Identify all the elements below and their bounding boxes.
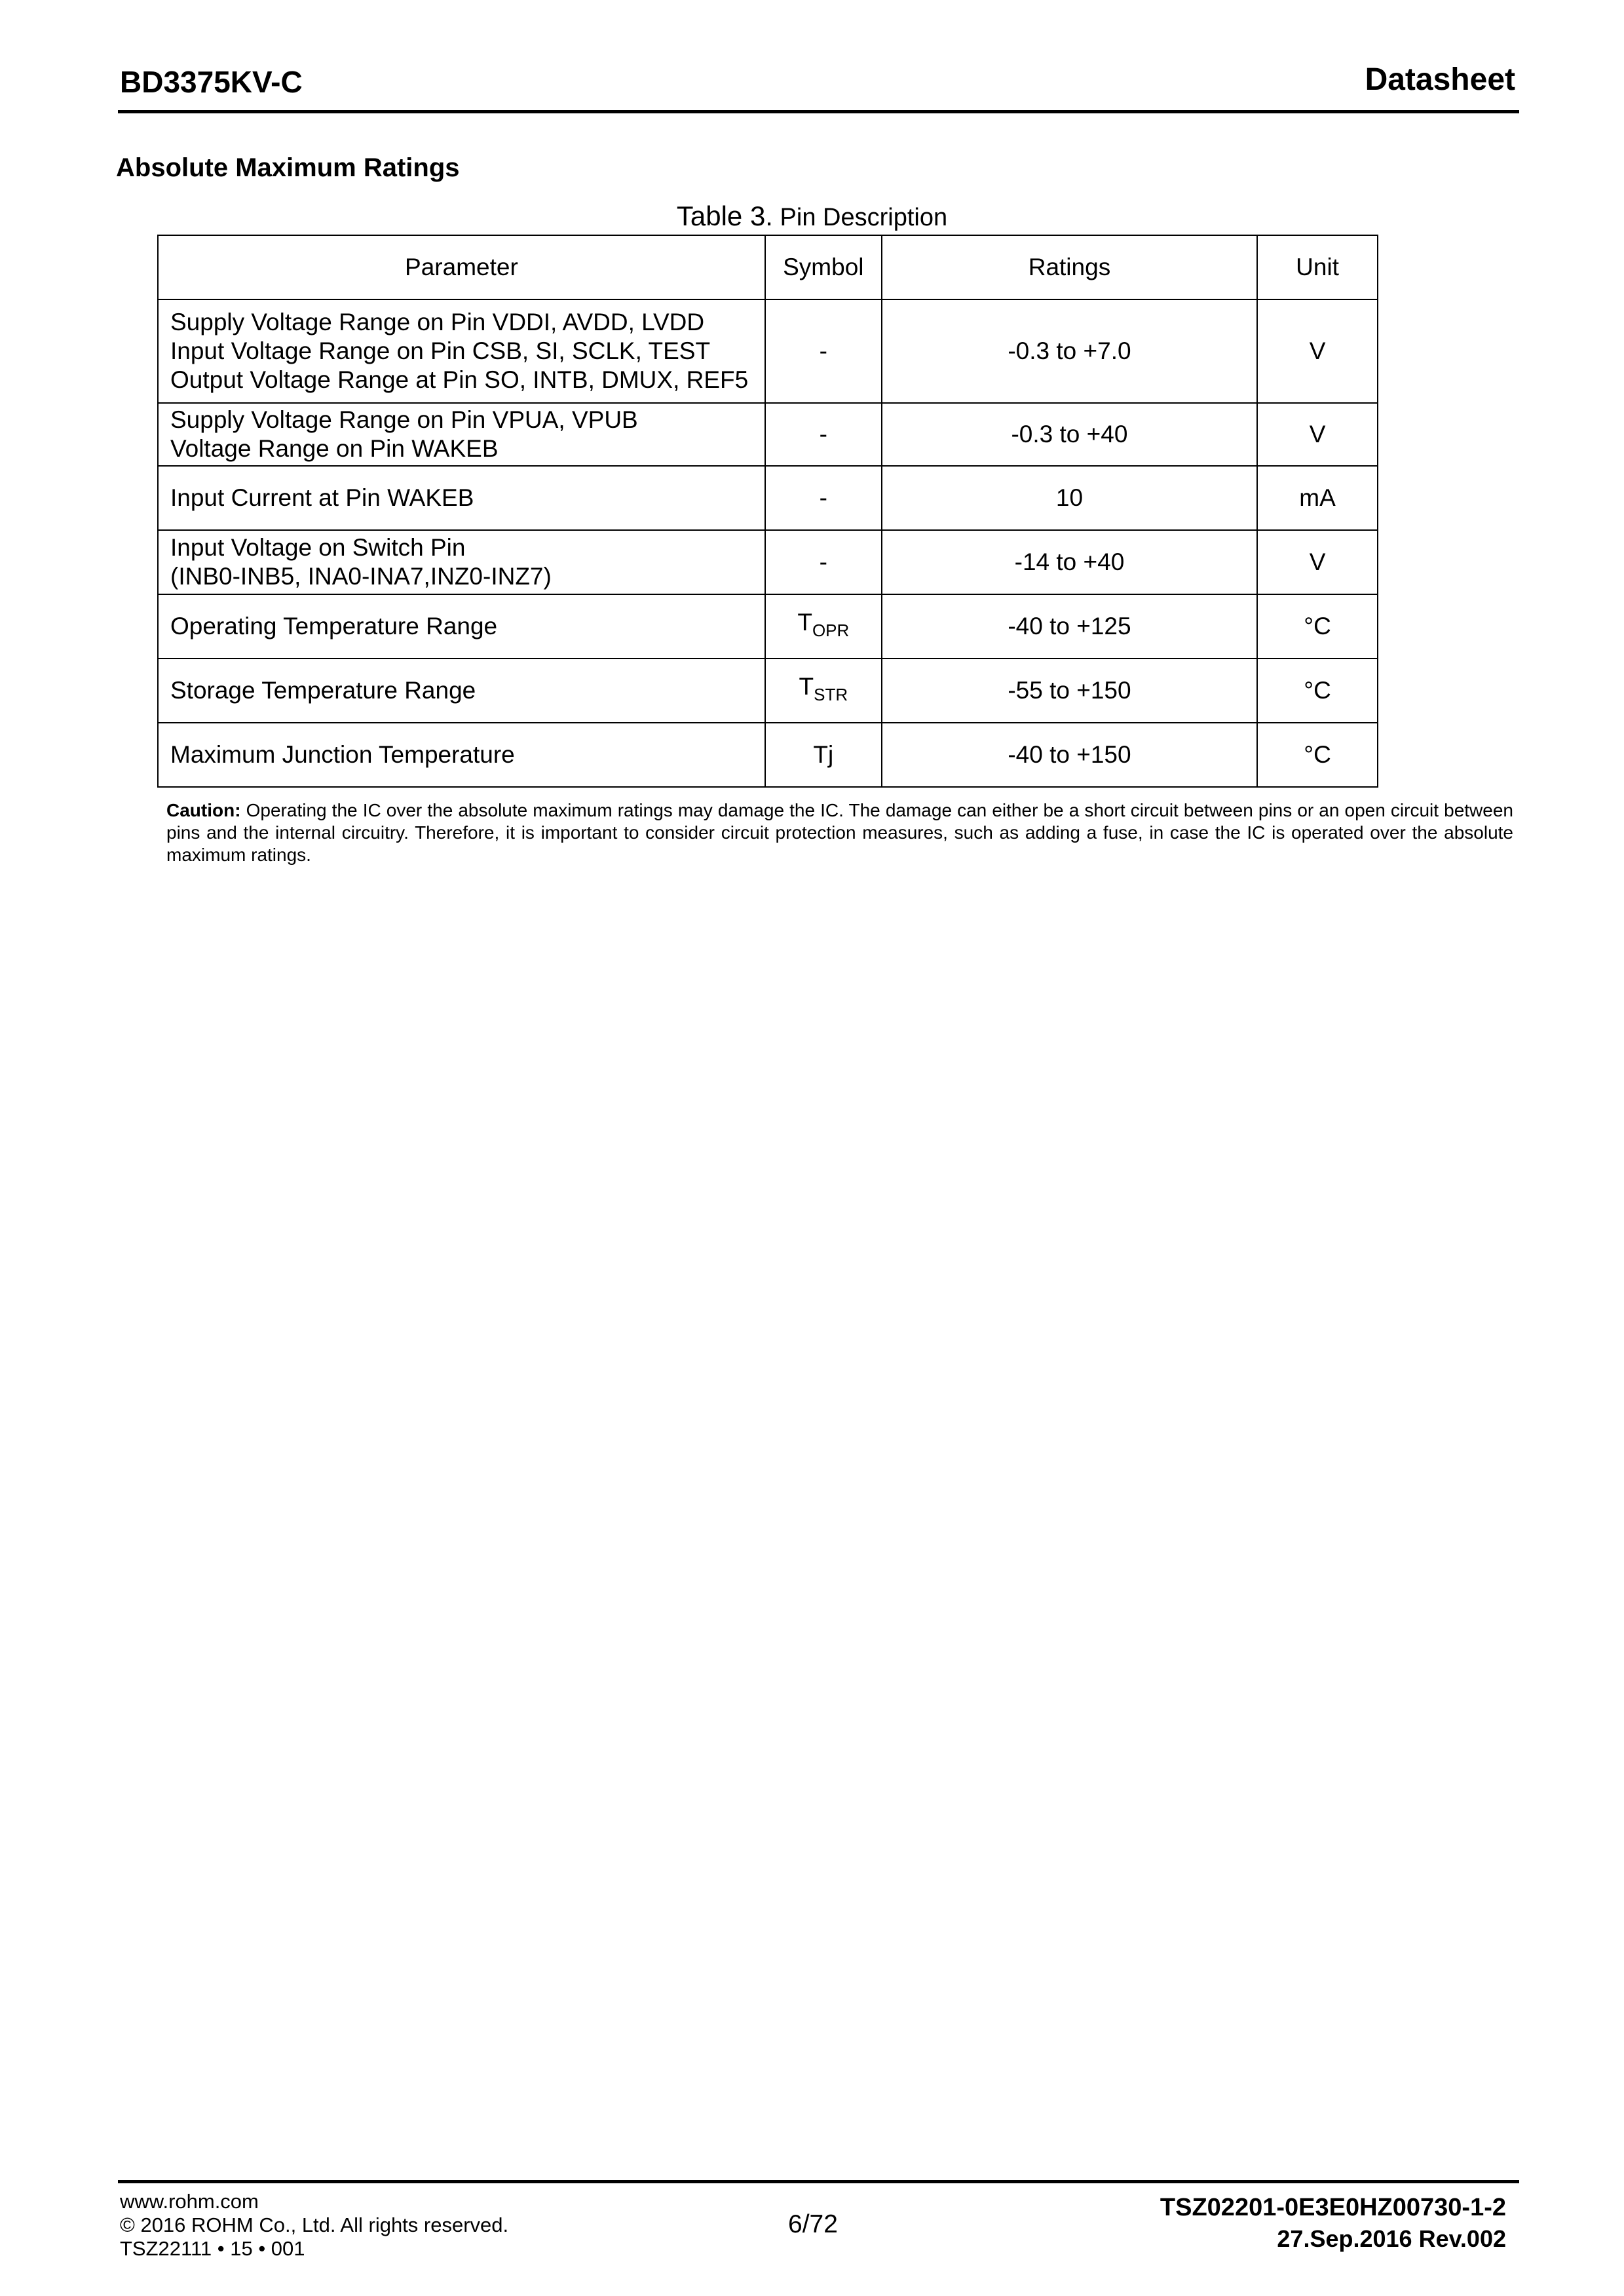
part-number: BD3375KV-C (120, 65, 303, 99)
symbol-main: T (797, 609, 812, 636)
symbol-cell: - (765, 403, 882, 466)
header-symbol: Symbol (765, 235, 882, 299)
parameter-cell (158, 466, 765, 530)
parameter-cell (158, 594, 765, 659)
parameter-cell (158, 723, 765, 787)
table-row (158, 659, 1378, 723)
parameter-line: Input Voltage on Switch Pin (170, 534, 466, 561)
parameter-line: (INB0-INB5, INA0-INA7,INZ0-INZ7) (170, 563, 552, 590)
parameter-line: Operating Temperature Range (170, 613, 498, 640)
footer-website: www.rohm.com (120, 2190, 259, 2213)
ratings-table (157, 235, 1378, 788)
unit-cell: °C (1257, 659, 1378, 723)
doc-type: Datasheet (1365, 62, 1515, 97)
section-title: Absolute Maximum Ratings (116, 153, 460, 182)
rating-cell: -40 to +150 (882, 723, 1257, 787)
parameter-line: Storage Temperature Range (170, 677, 476, 704)
symbol-cell: - (765, 299, 882, 403)
symbol-subscript: OPR (812, 621, 850, 640)
rating-cell: -14 to +40 (882, 530, 1257, 594)
unit-cell: mA (1257, 466, 1378, 530)
header-unit: Unit (1257, 235, 1378, 299)
footer-rule (118, 2180, 1519, 2183)
footer-copyright: © 2016 ROHM Co., Ltd. All rights reserved. (120, 2213, 509, 2236)
table-row (158, 466, 1378, 530)
symbol-cell: - (765, 466, 882, 530)
table-caption (0, 201, 1624, 232)
unit-cell: V (1257, 530, 1378, 594)
table-row (158, 723, 1378, 787)
header-parameter: Parameter (158, 235, 765, 299)
unit-cell: °C (1257, 594, 1378, 659)
parameter-cell (158, 299, 765, 403)
table-caption-number: Table 3. (676, 201, 773, 231)
rating-cell: -0.3 to +40 (882, 403, 1257, 466)
document-id: TSZ02201-0E3E0HZ00730-1-2 (1160, 2194, 1506, 2221)
footer-form-code: TSZ22111 • 15 • 001 (120, 2237, 305, 2260)
symbol-cell (765, 594, 882, 659)
parameter-line: Maximum Junction Temperature (170, 741, 515, 768)
parameter-line: Supply Voltage Range on Pin VDDI, AVDD, LVDD (170, 309, 705, 335)
parameter-line: Input Current at Pin WAKEB (170, 484, 474, 511)
header-rule (118, 110, 1519, 113)
page-number: 6/72 (788, 2210, 838, 2238)
rating-cell: -40 to +125 (882, 594, 1257, 659)
parameter-cell (158, 530, 765, 594)
parameter-cell (158, 659, 765, 723)
parameter-line: Output Voltage Range at Pin SO, INTB, DMUX, REF5 (170, 366, 749, 393)
parameter-line: Supply Voltage Range on Pin VPUA, VPUB (170, 406, 638, 433)
table-row (158, 299, 1378, 403)
caution-text: Operating the IC over the absolute maximum ratings may damage the IC. The damage can either be a short circuit between pins or an open circuit between pins and the internal circuitry. Therefore, it is important to consider circuit protection measures, such as adding a fuse, in case the IC is operated over the absolute maximum ratings. (166, 800, 1513, 865)
table-row (158, 530, 1378, 594)
symbol-main: T (799, 673, 814, 700)
unit-cell: °C (1257, 723, 1378, 787)
rating-cell: 10 (882, 466, 1257, 530)
symbol-cell (765, 659, 882, 723)
symbol-cell: Tj (765, 723, 882, 787)
table-header-row (158, 235, 1378, 299)
unit-cell: V (1257, 299, 1378, 403)
parameter-line: Voltage Range on Pin WAKEB (170, 435, 499, 462)
parameter-line: Input Voltage Range on Pin CSB, SI, SCLK, TEST (170, 337, 711, 364)
caution-label: Caution: (166, 800, 241, 820)
unit-cell: V (1257, 403, 1378, 466)
rating-cell: -55 to +150 (882, 659, 1257, 723)
table-caption-text: Pin Description (780, 204, 948, 231)
table-row (158, 403, 1378, 466)
table-row (158, 594, 1378, 659)
rating-cell: -0.3 to +7.0 (882, 299, 1257, 403)
caution-note (166, 799, 1513, 866)
symbol-subscript: STR (814, 685, 848, 704)
parameter-cell (158, 403, 765, 466)
header-ratings: Ratings (882, 235, 1257, 299)
symbol-cell: - (765, 530, 882, 594)
revision-date: 27.Sep.2016 Rev.002 (1277, 2225, 1506, 2252)
